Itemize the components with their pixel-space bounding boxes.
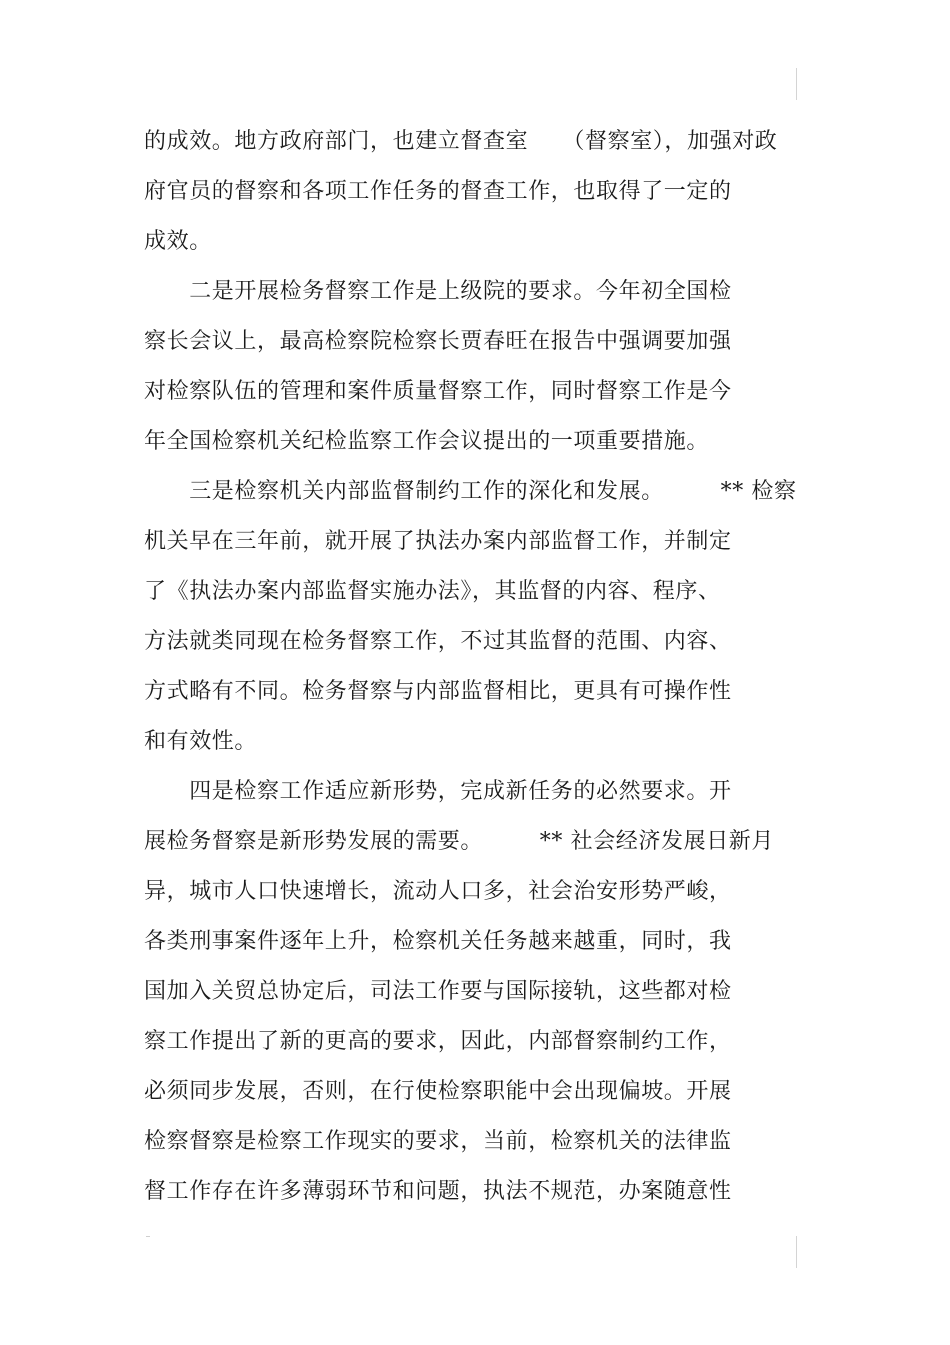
text-line-22: 督工作存在许多薄弱环节和问题，执法不规范，办案随意性 — [144, 1179, 732, 1204]
text-line-15: 展检务督察是新形势发展的需要。 ** 社会经济发展日新月 — [144, 829, 774, 854]
page-margin-mark-bottom — [796, 1236, 797, 1268]
text-line-13: 和有效性。 — [144, 729, 258, 754]
text-line-9: 机关早在三年前，就开展了执法办案内部监督工作，并制定 — [144, 529, 732, 554]
text-line-5: 察长会议上，最高检察院检察长贾春旺在报告中强调要加强 — [144, 329, 732, 354]
text-line-7: 年全国检察机关纪检监察工作会议提出的一项重要措施。 — [144, 429, 710, 454]
text-line-17: 各类刑事案件逐年上升，检察机关任务越来越重，同时，我 — [144, 929, 732, 954]
page-margin-mark-top — [796, 68, 797, 100]
text-line-11: 方法就类同现在检务督察工作，不过其监督的范围、内容、 — [144, 629, 732, 654]
text-line-21: 检察督察是检察工作现实的要求，当前，检察机关的法律监 — [144, 1129, 732, 1154]
text-line-3: 成效。 — [144, 229, 212, 254]
text-line-10: 了《执法办案内部监督实施办法》，其监督的内容、程序、 — [144, 579, 721, 604]
text-line-8: 三是检察机关内部监督制约工作的深化和发展。 ** 检察 — [144, 479, 797, 504]
text-line-12: 方式略有不同。检务督察与内部监督相比，更具有可操作性 — [144, 679, 732, 704]
text-line-2: 府官员的督察和各项工作任务的督查工作，也取得了一定的 — [144, 179, 732, 204]
text-line-4: 二是开展检务督察工作是上级院的要求。今年初全国检 — [144, 279, 732, 304]
text-line-18: 国加入关贸总协定后，司法工作要与国际接轨，这些都对检 — [144, 979, 732, 1004]
text-line-6: 对检察队伍的管理和案件质量督察工作，同时督察工作是今 — [144, 379, 732, 404]
text-line-16: 异，城市人口快速增长，流动人口多，社会治安形势严峻， — [144, 879, 732, 904]
text-line-19: 察工作提出了新的更高的要求，因此，内部督察制约工作， — [144, 1029, 732, 1054]
page-corner-mark — [146, 1236, 150, 1237]
text-line-14: 四是检察工作适应新形势，完成新任务的必然要求。开 — [144, 779, 732, 804]
text-line-20: 必须同步发展，否则，在行使检察职能中会出现偏坡。开展 — [144, 1079, 732, 1104]
text-line-1: 的成效。地方政府部门，也建立督查室 （督察室），加强对政 — [144, 129, 778, 154]
